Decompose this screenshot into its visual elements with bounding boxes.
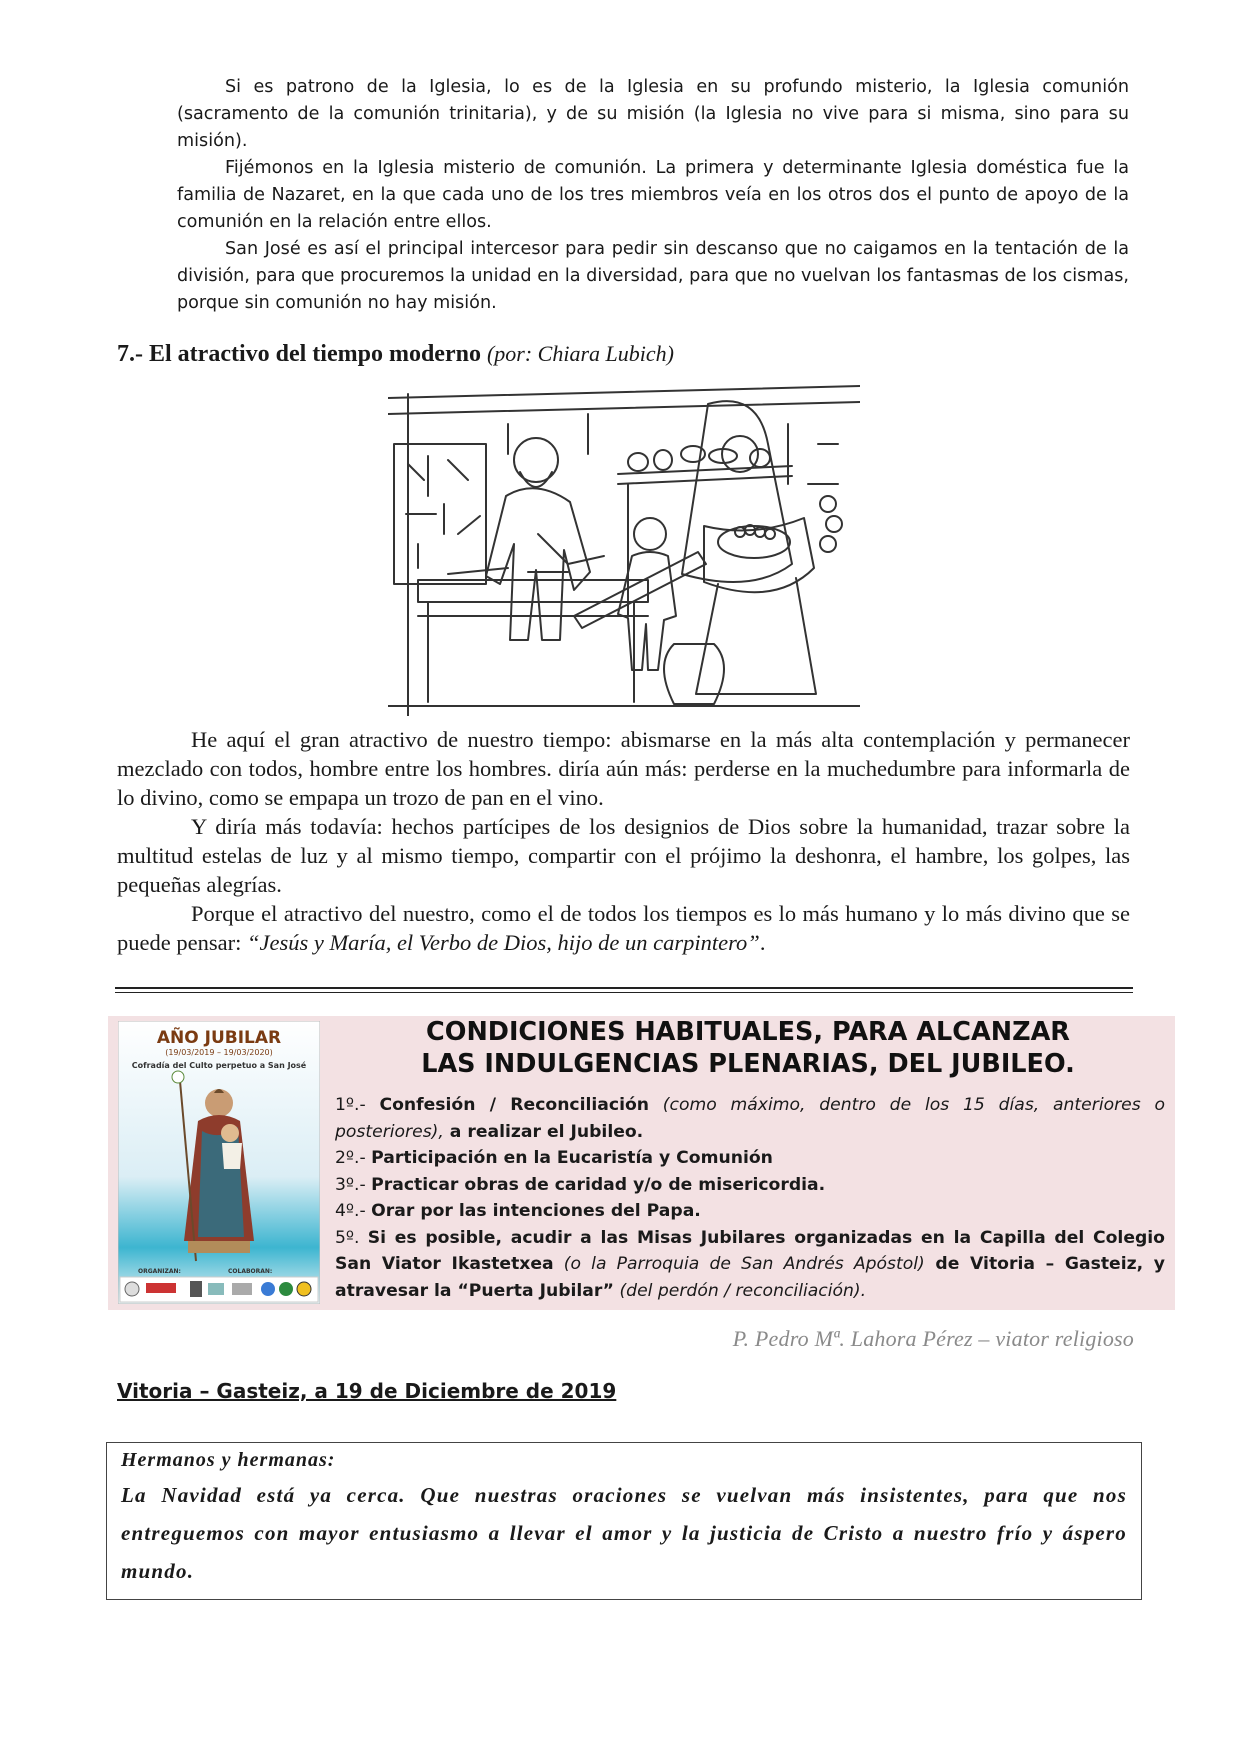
intro-paragraph-2: Fijémonos en la Iglesia misterio de comunión. La primera y determinante Iglesia doméstica fue la familia de Nazaret, en la que cada uno de los tres miembros veía en los otros dos el punto de apoyo de la comunión en la relación entre ellos.	[177, 158, 1129, 232]
body-paragraph-3-end: .	[759, 930, 766, 955]
body-paragraph-1: He aquí el gran atractivo de nuestro tiempo: abismarse en la más alta contemplación y permanecer mezclado con todos, hombre entre los hombres. diría aún más: perderse en la muchedumbre para informarla de lo divino, como se empapa un trozo de pan en el vino.	[117, 727, 1130, 810]
christmas-greeting: Hermanos y hermanas:	[121, 1449, 336, 1471]
condition-text: Orar por las intenciones del Papa.	[371, 1201, 701, 1221]
indulgences-title-line-1: CONDICIONES HABITUALES, PARA ALCANZAR	[426, 1017, 1070, 1047]
date-line: Vitoria – Gasteiz, a 19 de Diciembre de 2019	[117, 1379, 617, 1403]
condition-4	[335, 1198, 1165, 1225]
divider-line	[115, 992, 1133, 993]
logo-icon	[297, 1282, 311, 1296]
condition-text: Participación en la Eucaristía y Comunión	[371, 1148, 773, 1168]
conditions-list	[335, 1092, 1165, 1304]
logo-icon	[261, 1282, 275, 1296]
section-title: 7.- El atractivo del tiempo moderno	[117, 341, 481, 367]
condition-2	[335, 1145, 1165, 1172]
condition-number: 4º.-	[335, 1201, 372, 1221]
intro-paragraph-3: San José es así el principal intercesor para pedir sin descanso que no caigamos en la tentación de la división, para que procuremos la unidad en la diversidad, para que no vuelvan los fantasmas de los cismas, porque sin comunión no hay misión.	[177, 239, 1129, 313]
poster-dates: (19/03/2019 – 19/03/2020)	[165, 1048, 273, 1057]
logo-icon	[146, 1283, 176, 1293]
condition-text: a realizar el Jubileo.	[443, 1121, 644, 1142]
poster-colaboran: COLABORAN:	[228, 1268, 273, 1275]
condition-text: Confesión / Reconciliación	[379, 1095, 650, 1115]
indulgences-title-line-2: LAS INDULGENCIAS PLENARIAS, DEL JUBILEO.	[421, 1049, 1075, 1079]
condition-number: 3º.-	[335, 1174, 372, 1195]
body-paragraph-3-text: Porque el atractivo del nuestro, como el de todos los tiempos es lo más humano y lo más divino que se puede pensar:	[117, 901, 1130, 955]
section-author: (por: Chiara Lubich)	[486, 341, 674, 366]
condition-note: (o la Parroquia de San Andrés Apóstol)	[553, 1254, 925, 1274]
logo-icon	[232, 1283, 252, 1295]
condition-5	[335, 1225, 1165, 1305]
poster-organizan: ORGANIZAN:	[138, 1268, 181, 1275]
condition-1	[335, 1092, 1165, 1145]
section-heading	[117, 341, 674, 368]
condition-number: 5º.	[335, 1227, 368, 1248]
condition-text: de Vitoria – Gasteiz, y atravesar la “Puerta Jubilar”	[335, 1254, 1165, 1301]
christmas-message: La Navidad está ya cerca. Que nuestras oraciones se vuelvan más insistentes, para que nos entreguemos con mayor entusiasmo a llevar el amor y la justicia de Cristo a nuestro frío y áspero mundo.	[121, 1483, 1127, 1583]
indulgences-title	[338, 1016, 1158, 1080]
poster-subtitle: Cofradía del Culto perpetuo a San José	[131, 1061, 307, 1070]
divider-line	[115, 987, 1133, 989]
condition-text: Practicar obras de caridad y/o de misericordia.	[371, 1174, 826, 1195]
body-quote: “Jesús y María, el Verbo de Dios, hijo de un carpintero”	[246, 930, 760, 955]
author-signature: P. Pedro Mª. Lahora Pérez – viator religioso	[732, 1326, 1134, 1351]
christmas-message-box	[106, 1442, 1142, 1600]
condition-note: (del perdón / reconciliación).	[613, 1280, 867, 1301]
article-body	[117, 725, 1130, 957]
indulgences-box	[108, 1016, 1175, 1310]
condition-text: Si es posible, acudir a las Misas Jubilares organizadas en la Capilla del Colegio San Viator Ikastetxea	[335, 1227, 1165, 1274]
condition-note: (como máximo, dentro de los 15 días, anteriores o posteriores),	[335, 1095, 1165, 1142]
jubilee-poster	[118, 1021, 320, 1304]
logo-icon	[125, 1282, 139, 1296]
body-paragraph-3	[117, 899, 1130, 957]
intro-text	[177, 74, 1129, 317]
condition-number: 1º.-	[335, 1095, 380, 1115]
poster-title: AÑO JUBILAR	[156, 1028, 282, 1048]
holy-family-illustration	[388, 384, 860, 716]
logo-icon	[279, 1282, 293, 1296]
logo-icon	[208, 1283, 224, 1295]
condition-3	[335, 1172, 1165, 1199]
body-paragraph-2: Y diría más todavía: hechos partícipes de los designios de Dios sobre la humanidad, trazar sobre la multitud estelas de luz y al mismo tiempo, compartir con el prójimo la deshonra, el hambre, los golpes, las pequeñas alegrías.	[117, 814, 1130, 897]
intro-paragraph-1: Si es patrono de la Iglesia, lo es de la Iglesia en su profundo misterio, la Iglesia comunión (sacramento de la comunión trinitaria), y de su misión (la Iglesia no vive para si misma, sino para su misión).	[177, 77, 1129, 151]
logo-icon	[190, 1281, 202, 1297]
condition-number: 2º.-	[335, 1148, 372, 1168]
